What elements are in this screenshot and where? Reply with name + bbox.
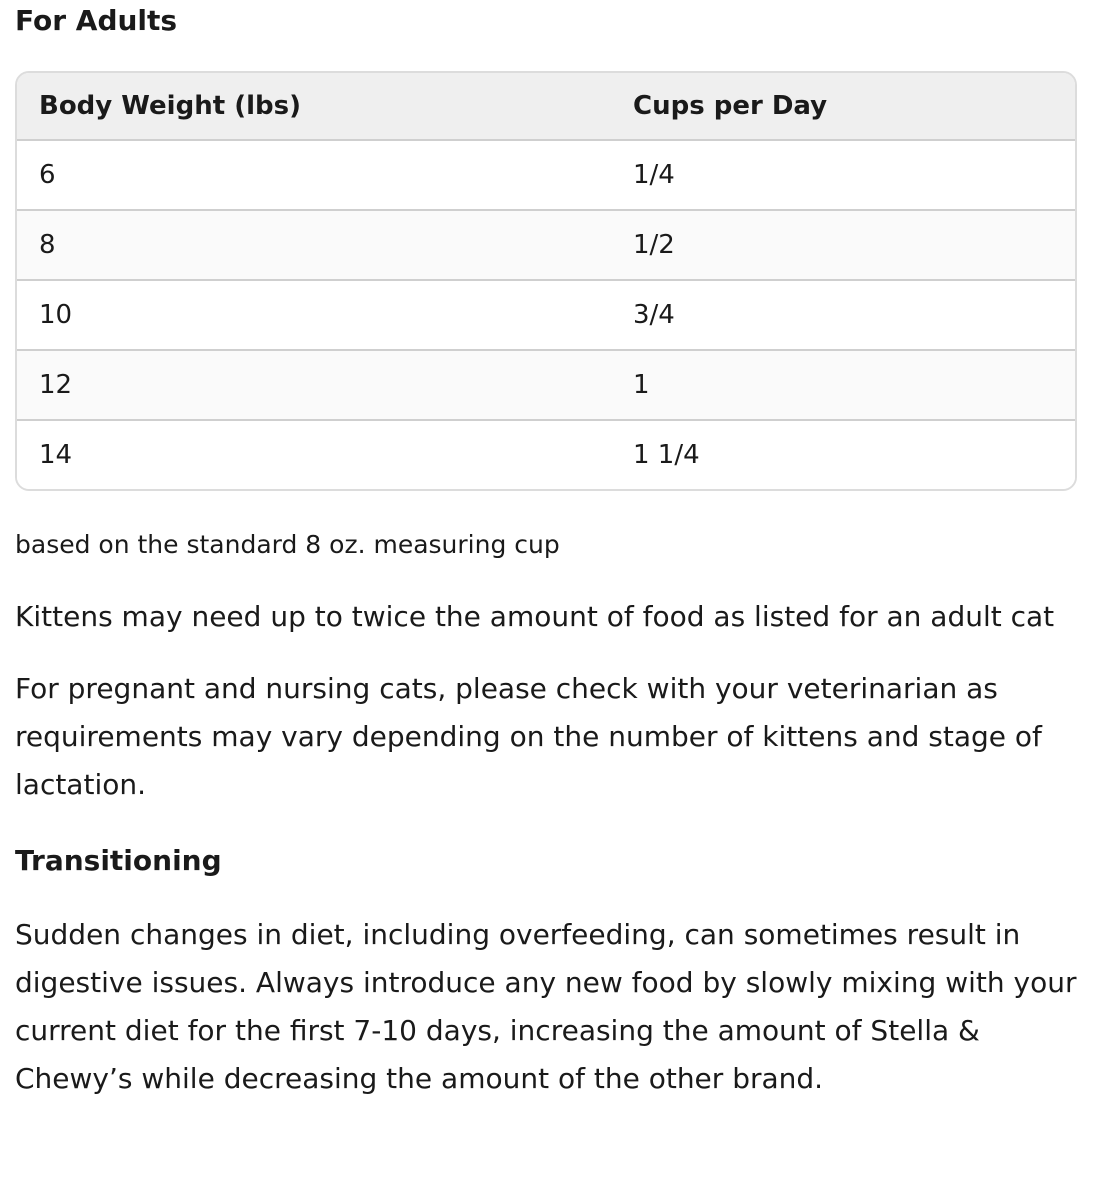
kittens-paragraph: Kittens may need up to twice the amount of food as listed for an adult cat (15, 600, 1055, 633)
weight-cell: 10 (17, 280, 611, 350)
section-heading-transitioning: Transitioning (15, 844, 222, 877)
weight-cell: 14 (17, 420, 611, 489)
transitioning-paragraph: Sudden changes in diet, including overfeeding, can sometimes result in digestive issues. Always introduce any new food by slowly mixing with your current diet for the first 7-10 days, increasing the amount of Stella & Chewy’s while decreasing the amount of the other brand. (15, 918, 1077, 1095)
column-header-cups-per-day: Cups per Day (611, 73, 1075, 140)
pregnant-nursing-paragraph: For pregnant and nursing cats, please check with your veterinarian as requirements may vary depending on the number of kittens and stage of lactation. (15, 672, 1042, 801)
feeding-table-container (15, 71, 1077, 491)
section-heading-for-adults: For Adults (15, 4, 178, 37)
cups-cell: 1 (611, 350, 1075, 420)
weight-cell: 8 (17, 210, 611, 280)
table-header-row (17, 73, 1075, 140)
cups-cell: 1/4 (611, 140, 1075, 210)
cups-cell: 1/2 (611, 210, 1075, 280)
cups-cell: 3/4 (611, 280, 1075, 350)
table-row (17, 280, 1075, 350)
table-row (17, 350, 1075, 420)
cups-cell: 1 1/4 (611, 420, 1075, 489)
weight-cell: 6 (17, 140, 611, 210)
column-header-body-weight: Body Weight (lbs) (17, 73, 611, 140)
feeding-guide (15, 0, 1077, 1103)
table-row (17, 420, 1075, 489)
feeding-table (17, 73, 1075, 489)
weight-cell: 12 (17, 350, 611, 420)
table-row (17, 210, 1075, 280)
table-row (17, 140, 1075, 210)
measuring-cup-note: based on the standard 8 oz. measuring cup (15, 530, 560, 559)
